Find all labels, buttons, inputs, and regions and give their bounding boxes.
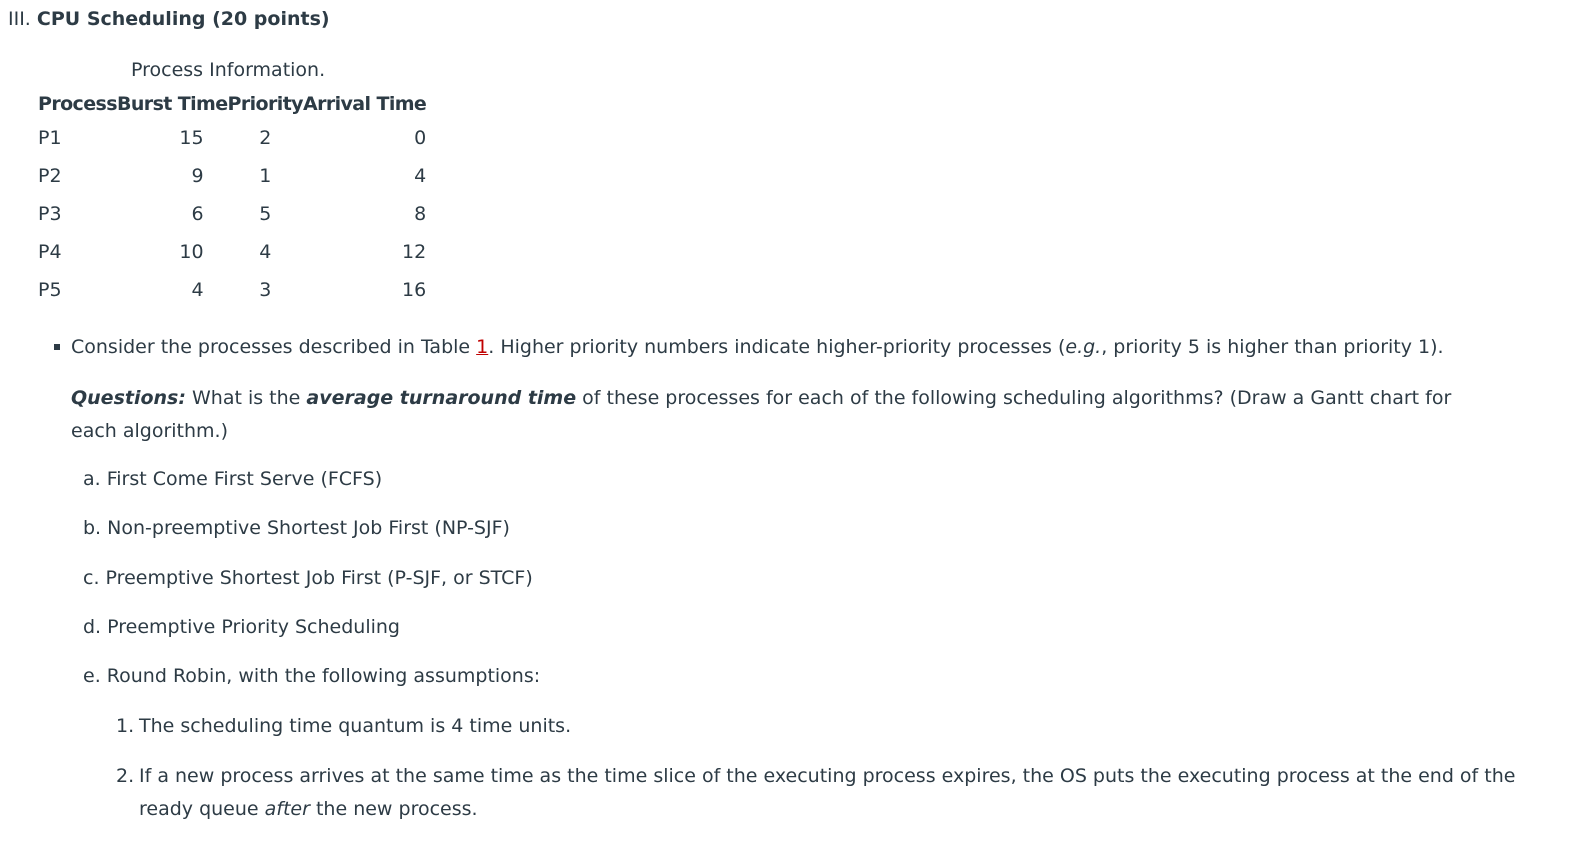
- section-heading: [8, 5, 330, 33]
- list-item-text: Preemptive Priority Scheduling: [107, 616, 400, 638]
- questions-paragraph: [71, 382, 1491, 448]
- numbered-item-text: The scheduling time quantum is 4 time units.: [139, 715, 572, 737]
- header-process: Process: [38, 93, 117, 115]
- table-reference-link[interactable]: 1: [476, 336, 489, 358]
- bullet-text-mid: . Higher priority numbers indicate higher-priority processes (: [488, 336, 1066, 358]
- numbered-item-line1: [116, 760, 1536, 793]
- header-arrival-time: Arrival Time: [302, 93, 427, 115]
- section-title: CPU Scheduling (20 points): [36, 8, 330, 30]
- table-header-row: [38, 89, 426, 119]
- numbered-item-emphasis: after: [264, 798, 310, 820]
- list-item: [83, 514, 510, 542]
- list-marker: e.: [83, 665, 101, 687]
- cell-process: P1: [38, 127, 62, 149]
- bullet-paragraph: [71, 333, 1444, 361]
- bullet-text-post: , priority 5 is higher than priority 1).: [1101, 336, 1444, 358]
- cell-arrival: 0: [414, 127, 427, 149]
- cell-priority: 4: [259, 241, 272, 263]
- cell-burst: 4: [191, 279, 204, 301]
- cell-priority: 2: [259, 127, 272, 149]
- cell-burst: 15: [179, 127, 204, 149]
- table-caption: Process Information.: [131, 59, 326, 81]
- cell-process: P3: [38, 203, 62, 225]
- list-item-text: Non-preemptive Shortest Job First (NP-SJF): [107, 517, 510, 539]
- section-number: III.: [8, 8, 31, 30]
- table-row: [38, 119, 426, 157]
- list-marker: d.: [83, 616, 102, 638]
- list-item: [83, 564, 533, 592]
- list-marker: c.: [83, 567, 100, 589]
- cell-arrival: 4: [414, 165, 427, 187]
- list-item-text: Round Robin, with the following assumptions:: [106, 665, 541, 687]
- bullet-eg: e.g.: [1065, 336, 1102, 358]
- process-table: [38, 89, 426, 309]
- bullet-text-pre: Consider the processes described in Table: [71, 336, 477, 358]
- table-row: [38, 271, 426, 309]
- cell-priority: 5: [259, 203, 272, 225]
- cell-burst: 10: [179, 241, 204, 263]
- numbered-item-text-line2-pre: ready queue: [139, 798, 265, 820]
- table-row: [38, 157, 426, 195]
- list-marker: b.: [83, 517, 102, 539]
- numbered-item: [116, 710, 571, 743]
- cell-priority: 1: [259, 165, 272, 187]
- cell-process: P5: [38, 279, 62, 301]
- questions-label: Questions:: [71, 387, 186, 409]
- list-item-text: First Come First Serve (FCFS): [106, 468, 383, 490]
- numbered-marker: 1.: [116, 715, 135, 737]
- table-row: [38, 233, 426, 271]
- list-item: [83, 465, 382, 493]
- header-burst-time: Burst Time: [117, 93, 228, 115]
- cell-process: P2: [38, 165, 62, 187]
- cell-arrival: 12: [402, 241, 427, 263]
- list-item: [83, 613, 400, 641]
- cell-burst: 6: [191, 203, 204, 225]
- numbered-item-text-line2-post: the new process.: [309, 798, 478, 820]
- list-item: [83, 662, 540, 690]
- list-item-text: Preemptive Shortest Job First (P-SJF, or STCF): [105, 567, 533, 589]
- cell-process: P4: [38, 241, 62, 263]
- questions-text-post: of these processes for each of the following scheduling algorithms? (Draw a Gantt chart for each algorithm.): [71, 387, 1452, 442]
- bullet-square-icon: [54, 344, 60, 350]
- list-marker: a.: [83, 468, 101, 490]
- cell-priority: 3: [259, 279, 272, 301]
- numbered-item: [116, 760, 1536, 826]
- questions-emphasis: average turnaround time: [306, 387, 577, 409]
- table-row: [38, 195, 426, 233]
- cell-burst: 9: [191, 165, 204, 187]
- numbered-item-line2: [116, 793, 1536, 826]
- numbered-item-text: If a new process arrives at the same time as the time slice of the executing process expires, the OS puts the executing process at the end of the: [139, 765, 1516, 787]
- questions-text-pre: What is the: [185, 387, 307, 409]
- cell-arrival: 8: [414, 203, 427, 225]
- numbered-marker: 2.: [116, 765, 135, 787]
- header-priority: Priority: [227, 93, 303, 115]
- cell-arrival: 16: [402, 279, 427, 301]
